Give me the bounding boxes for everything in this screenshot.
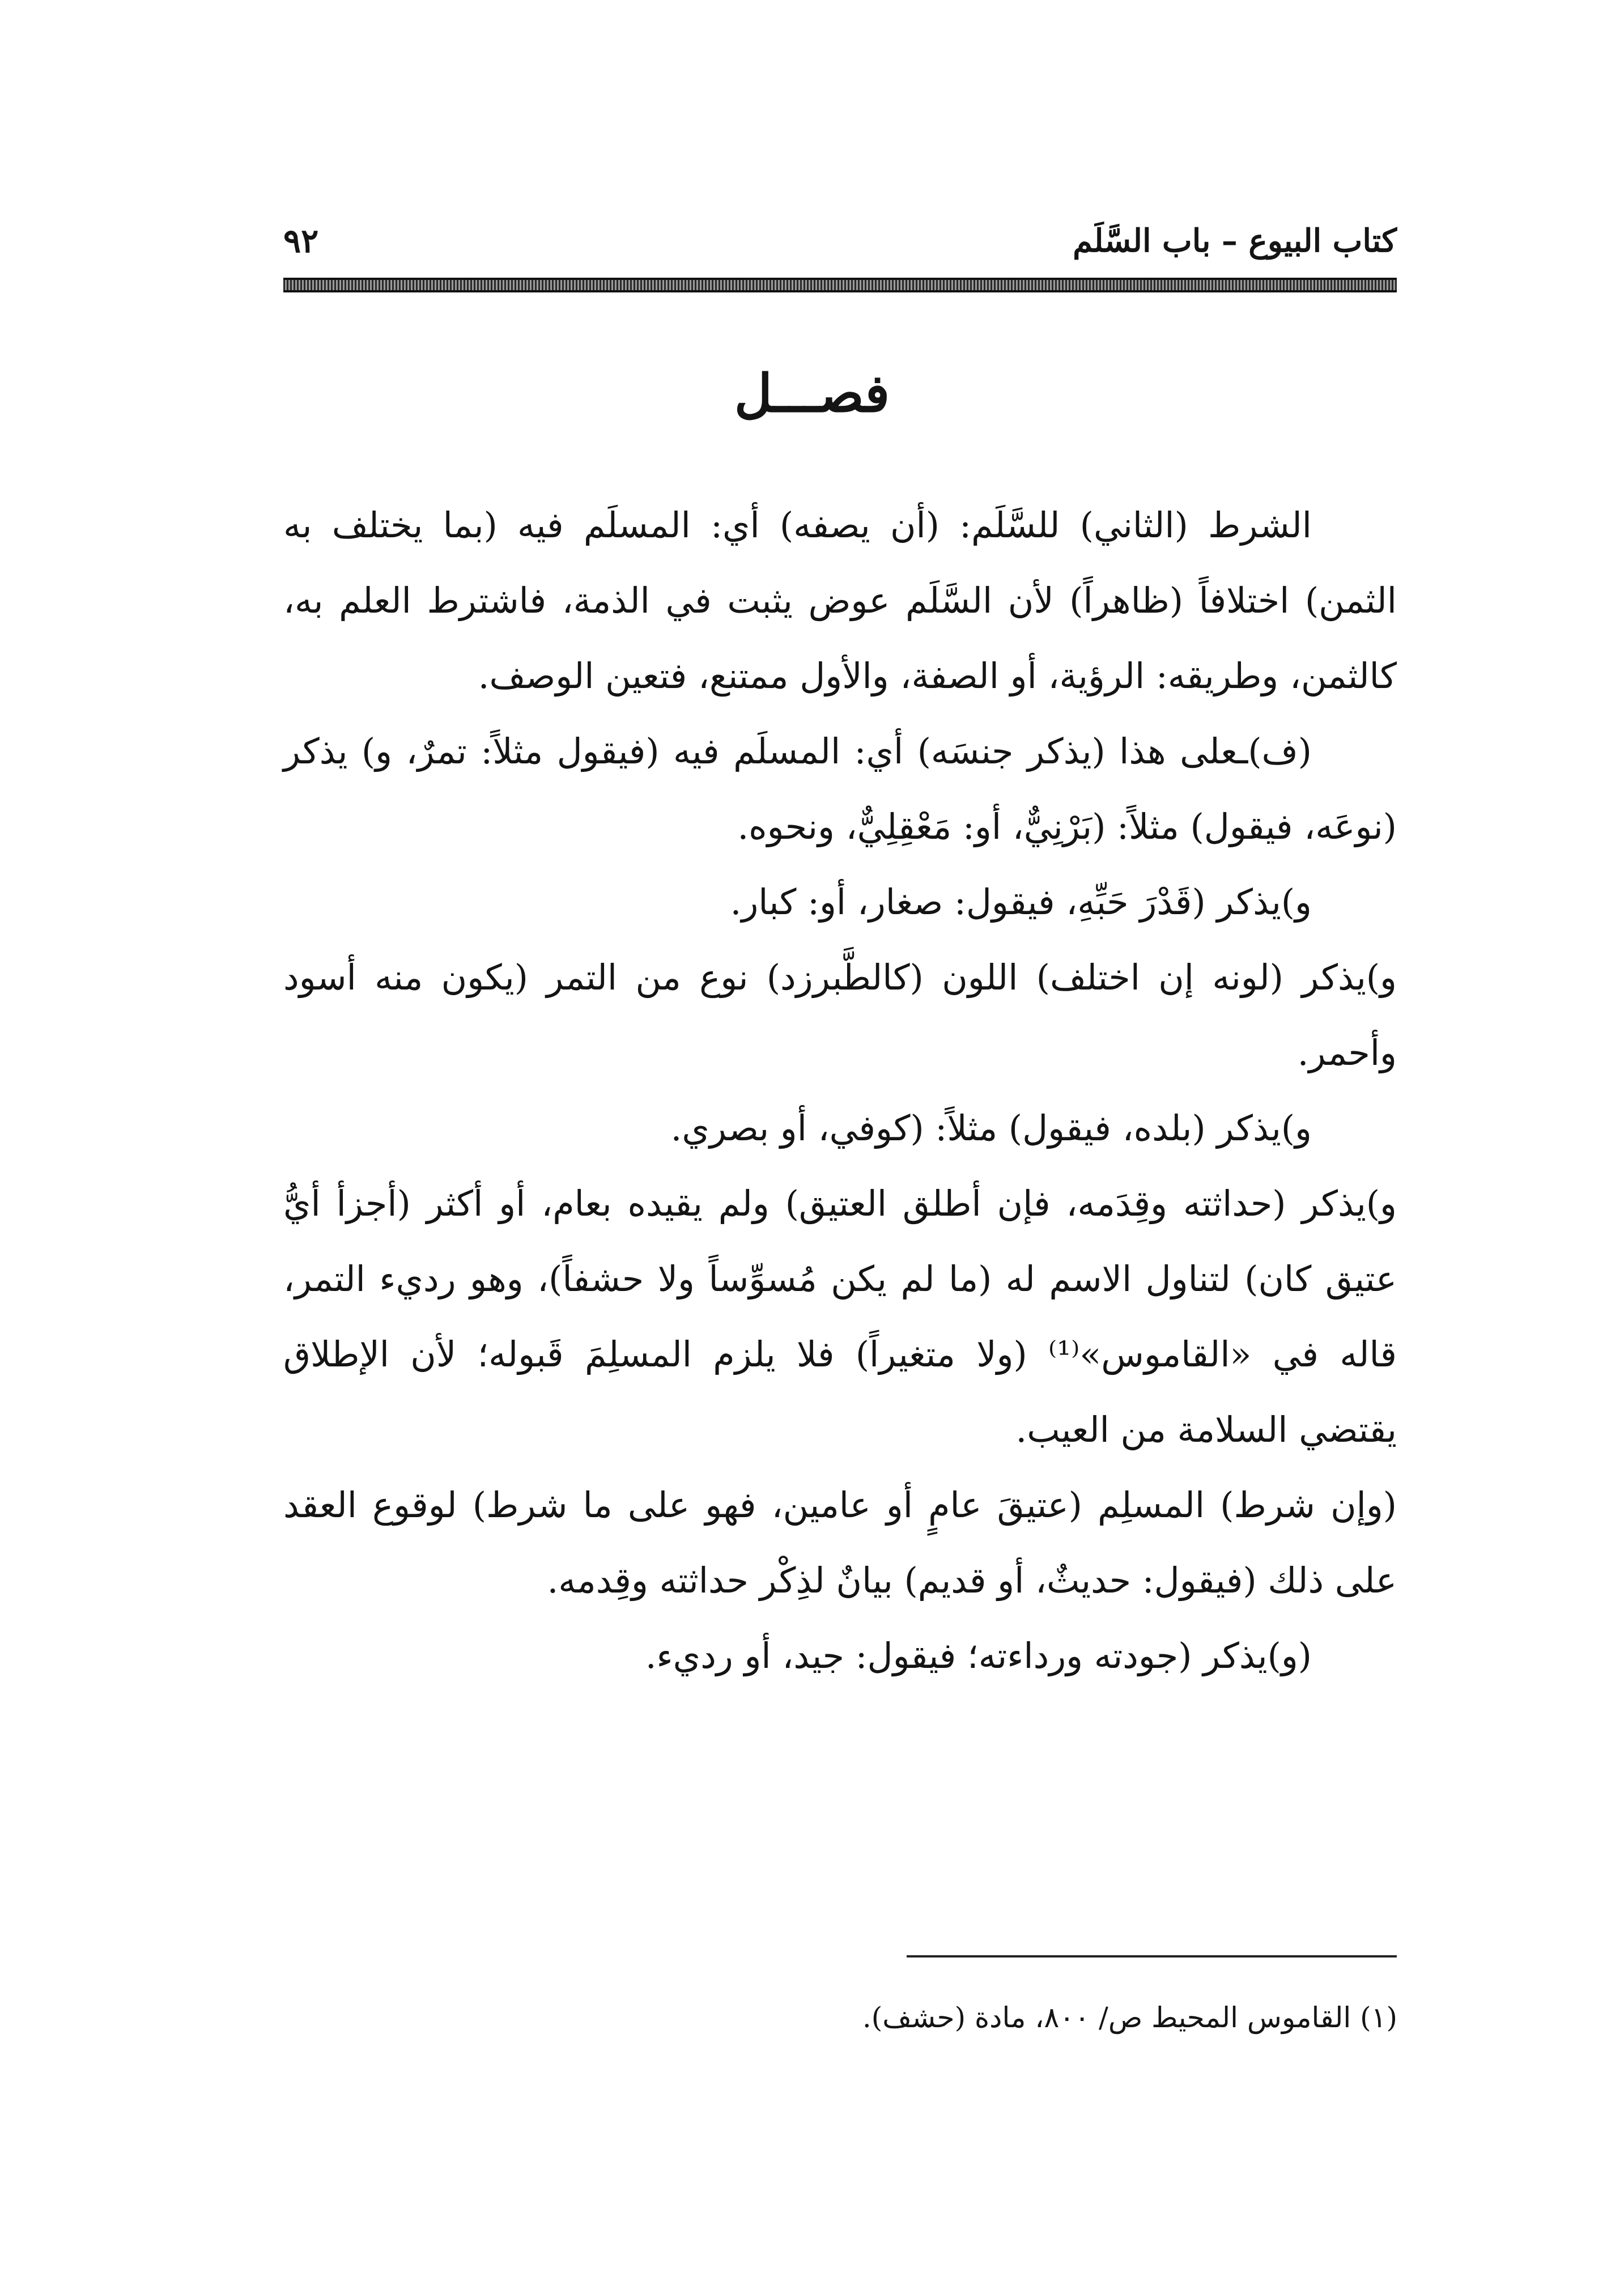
paragraph: الشرط (الثاني) للسَّلَم: (أن يصفه) أي: المسلَم فيه (بما يختلف به الثمن) اختلافاً (ظاهراً) لأن السَّلَم عوض يثبت في الذمة، فاشترط العلم به، كالثمن، وطريقه: الرؤية، أو الصفة، والأول ممتنع، فتعين الوصف. [283, 504, 1397, 697]
paragraph: (و)يذكر (جودته ورداءته؛ فيقول: جيد، أو رديء. [645, 1635, 1312, 1676]
section-heading: فصـــل [734, 363, 890, 424]
body-text [283, 487, 1397, 1693]
footnote-rule [907, 1955, 1397, 1957]
paragraph: و)يذكر (بلده، فيقول) مثلاً: (كوفي، أو بصري. [670, 1107, 1312, 1149]
paragraph: (وإن شرط) المسلِم (عتيقَ عامٍ أو عامين، فهو على ما شرط) لوقوع العقد على ذلك (فيقول: حديثٌ، أو قديم) بيانٌ لذِكْر حداثته وقِدمه. [283, 1484, 1397, 1601]
running-title: كتاب البيوع – باب السَّلَم [1073, 222, 1397, 260]
paragraph: و)يذكر (قَدْرَ حَبِّهِ، فيقول: صغار، أو: كبار. [730, 881, 1312, 923]
paragraph: (ف)ـعلى هذا (يذكر جنسَه) أي: المسلَم فيه (فيقول مثلاً: تمرٌ، و) يذكر (نوعَه، فيقول) مثلاً: (بَرْنِيٌّ، أو: مَعْقِلِيٌّ، ونحوه. [283, 731, 1397, 847]
header-rule [283, 278, 1397, 292]
running-header [283, 210, 1397, 272]
paragraph: و)يذكر (حداثته وقِدَمه، فإن أطلق العتيق) ولم يقيده بعام، أو أكثر (أجزأ أيُّ عتيق كان) لتناول الاسم له (ما لم يكن مُسوِّساً ولا حشفاً)، وهو رديء التمر، قاله في «القاموس»⁽¹⁾ (ولا متغيراً) فلا يلزم المسلِمَ قَبوله؛ لأن الإطلاق يقتضي السلامة من العيب. [283, 1183, 1397, 1450]
footnote: (١) القاموس المحيط ص/ ٨٠٠، مادة (حشف). [862, 2001, 1397, 2034]
paragraph: و)يذكر (لونه إن اختلف) اللون (كالطَّبرزد) نوع من التمر (يكون منه أسود وأحمر. [283, 957, 1397, 1073]
page-number: ٩٢ [283, 222, 319, 260]
